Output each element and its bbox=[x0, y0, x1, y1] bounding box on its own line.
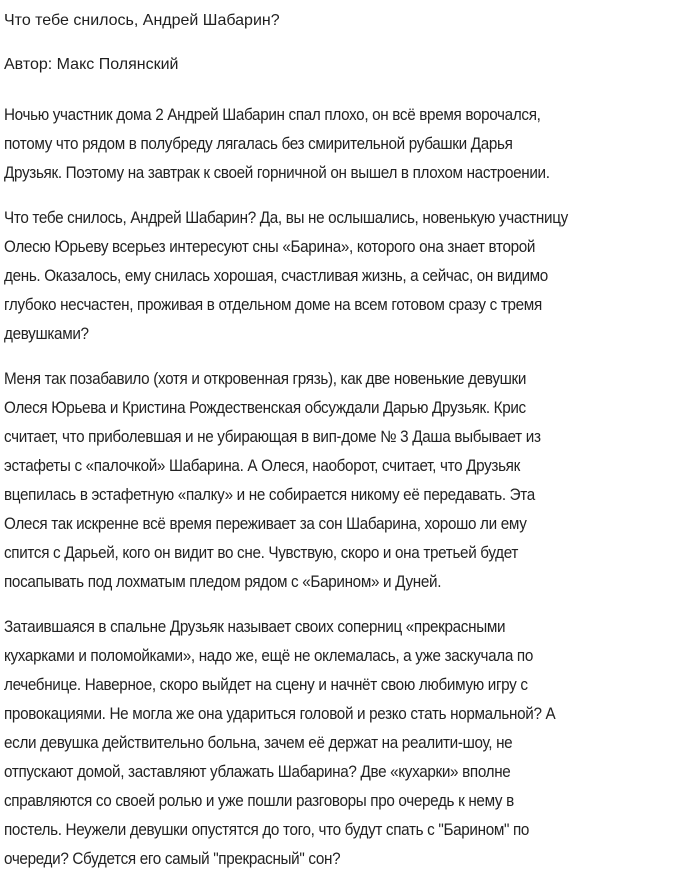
text-line: Олеся так искренне всё время переживает за сон Шабарина, хорошо ли ему bbox=[4, 515, 527, 533]
text-line: если девушка действительно больна, зачем её держат на реалити-шоу, не bbox=[4, 734, 513, 752]
text-line: постель. Неужели девушки опустятся до того, что будут спать с "Барином" по bbox=[4, 821, 530, 839]
text-line: эстафеты с «палочкой» Шабарина. А Олеся, наоборот, считает, что Друзьяк bbox=[4, 457, 520, 475]
text-line: Меня так позабавило (хотя и откровенная грязь), как две новенькие девушки bbox=[4, 370, 527, 388]
text-line: Что тебе снилось, Андрей Шабарин? Да, вы не ослышались, новенькую участницу bbox=[4, 209, 568, 227]
text-line: Ночью участник дома 2 Андрей Шабарин спал плохо, он всё время ворочался, bbox=[4, 106, 541, 124]
paragraph-4 bbox=[4, 613, 692, 874]
text-line: очереди? Сбудется его самый "прекрасный" сон? bbox=[4, 850, 341, 868]
text-line: глубоко несчастен, проживая в отдельном доме на всем готовом сразу с тремя bbox=[4, 296, 542, 314]
paragraph-2 bbox=[4, 204, 692, 349]
article-author: Автор: Макс Полянский bbox=[4, 56, 179, 73]
text-line: провокациями. Не могла же она удариться головой и резко стать нормальной? А bbox=[4, 705, 556, 723]
text-line: день. Оказалось, ему снилась хорошая, счастливая жизнь, а сейчас, он видимо bbox=[4, 267, 548, 285]
text-line: Затаившаяся в спальне Друзьяк называет своих соперниц «прекрасными bbox=[4, 618, 506, 636]
text-line: считает, что приболевшая и не убирающая в вип-доме № 3 Даша выбывает из bbox=[4, 428, 541, 446]
text-line: кухарками и поломойками», надо же, ещё не оклемалась, а уже заскучала по bbox=[4, 647, 534, 665]
text-line: девушками? bbox=[4, 325, 89, 343]
text-line: справляются со своей ролью и уже пошли разговоры про очередь к нему в bbox=[4, 792, 514, 810]
text-line: Олеся Юрьева и Кристина Рождественская обсуждали Дарью Друзьяк. Крис bbox=[4, 399, 526, 417]
text-line: вцепилась в эстафетную «палку» и не собирается никому её передавать. Эта bbox=[4, 486, 535, 504]
text-line: отпускают домой, заставляют ублажать Шабарина? Две «кухарки» вполне bbox=[4, 763, 511, 781]
text-line: Друзьяк. Поэтому на завтрак к своей горничной он вышел в плохом настроении. bbox=[4, 164, 550, 182]
paragraph-1 bbox=[4, 101, 692, 188]
text-line: спится с Дарьей, кого он видит во сне. Чувствую, скоро и она третьей будет bbox=[4, 544, 519, 562]
text-line: посапывать под лохматым пледом рядом с «Барином» и Дуней. bbox=[4, 573, 442, 591]
article-title: Что тебе снилось, Андрей Шабарин? bbox=[4, 12, 280, 29]
text-line: лечебнице. Наверное, скоро выйдет на сцену и начнёт свою любимую игру с bbox=[4, 676, 528, 694]
text-line: Олесю Юрьеву всерьез интересуют сны «Барина», которого она знает второй bbox=[4, 238, 536, 256]
text-line: потому что рядом в полубреду лягалась без смирительной рубашки Дарья bbox=[4, 135, 513, 153]
paragraph-3 bbox=[4, 365, 692, 597]
